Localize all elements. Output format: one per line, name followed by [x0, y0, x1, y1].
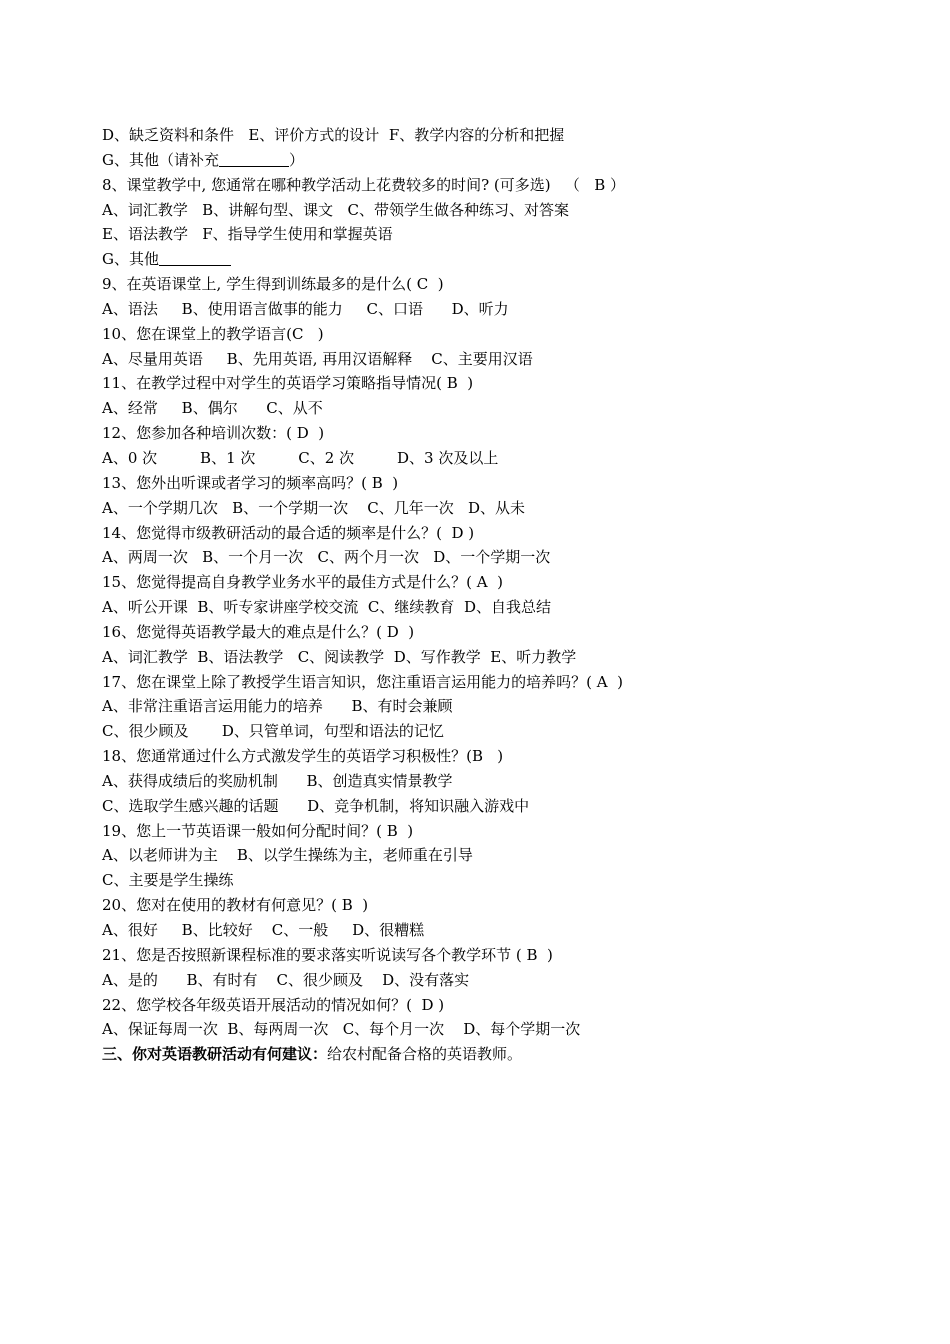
text-segment: G、其他 — [102, 250, 159, 269]
question-line: 14、您觉得市级教研活动的最合适的频率是什么？( D ) — [102, 523, 475, 542]
section-answer: 给农村配备合格的英语教师。 — [327, 1045, 523, 1064]
question-line: 20、您对在使用的教材有何意见？( B ) — [102, 896, 369, 915]
option-line: A、词汇教学 B、语法教学 C、阅读教学 D、写作教学 E、听力教学 — [102, 647, 577, 666]
question-line: 16、您觉得英语教学最大的难点是什么？( D ) — [102, 622, 415, 641]
option-line: A、获得成绩后的奖励机制 B、创造真实情景教学 — [102, 771, 453, 790]
question-line: 10、您在课堂上的教学语言(C ) — [102, 324, 324, 343]
question-line: 22、您学校各年级英语开展活动的情况如何？( D ) — [102, 995, 445, 1014]
text-segment: ） — [288, 150, 304, 169]
fill-blank[interactable] — [159, 250, 231, 266]
fill-blank[interactable] — [219, 151, 289, 167]
question-line: 19、您上一节英语课一般如何分配时间？( B ) — [102, 821, 414, 840]
option-line: A、很好 B、比较好 C、一般 D、很糟糕 — [102, 921, 425, 939]
question-line: 21、您是否按照新课程标准的要求落实听说读写各个教学环节 ( B ) — [102, 945, 553, 964]
text-line: D、缺乏资料和条件 E、评价方式的设计 F、教学内容的分析和把握 — [102, 126, 565, 144]
option-line: A、是的 B、有时有 C、很少顾及 D、没有落实 — [102, 970, 470, 989]
question-line: 18、您通常通过什么方式激发学生的英语学习积极性？(B ) — [102, 747, 504, 766]
question-line: 11、在教学过程中对学生的英语学习策略指导情况( B ) — [102, 374, 474, 393]
text-line-with-blank — [102, 148, 862, 173]
option-line: A、0 次 B、1 次 C、2 次 D、3 次及以上 — [102, 448, 499, 467]
option-line: C、很少顾及 D、只管单词，句型和语法的记忆 — [102, 722, 444, 741]
question-line: 15、您觉得提高自身教学业务水平的最佳方式是什么？( A ) — [102, 573, 503, 592]
option-line: A、语法 B、使用语言做事的能力 C、口语 D、听力 — [102, 299, 509, 318]
question-line: 13、您外出听课或者学习的频率高吗？( B ) — [102, 473, 399, 492]
option-line: A、尽量用英语 B、先用英语, 再用汉语解释 C、主要用汉语 — [102, 349, 533, 368]
option-line: C、选取学生感兴趣的话题 D、竞争机制，将知识融入游戏中 — [102, 796, 530, 815]
option-line: A、经常 B、偶尔 C、从不 — [102, 399, 323, 418]
option-line: A、保证每周一次 B、每两周一次 C、每个月一次 D、每个学期一次 — [102, 1020, 581, 1039]
option-line: A、两周一次 B、一个月一次 C、两个月一次 D、一个学期一次 — [102, 548, 551, 567]
option-line-with-blank — [102, 247, 862, 272]
option-line: A、一个学期几次 B、一个学期一次 C、几年一次 D、从未 — [102, 498, 526, 517]
option-line: A、以老师讲为主 B、以学生操练为主，老师重在引导 — [102, 846, 473, 865]
question-line: 8、课堂教学中, 您通常在哪种教学活动上花费较多的时间? (可多选) （ B ） — [102, 175, 625, 194]
question-line: 12、您参加各种培训次数：( D ) — [102, 424, 325, 443]
section-heading-line — [102, 1042, 862, 1067]
question-line: 17、您在课堂上除了教授学生语言知识，您注重语言运用能力的培养吗？( A ) — [102, 672, 623, 691]
text-segment: G、其他（请补充 — [102, 150, 219, 169]
document-body — [102, 123, 862, 1067]
option-line: A、非常注重语言运用能力的培养 B、有时会兼顾 — [102, 697, 453, 716]
section-heading: 三、你对英语教研活动有何建议： — [102, 1045, 328, 1064]
option-line: A、词汇教学 B、讲解句型、课文 C、带领学生做各种练习、对答案 — [102, 200, 569, 219]
option-line: E、语法教学 F、指导学生使用和掌握英语 — [102, 225, 393, 244]
option-line: A、听公开课 B、听专家讲座学校交流 C、继续教育 D、自我总结 — [102, 598, 551, 617]
option-line: C、主要是学生操练 — [102, 871, 234, 890]
question-line: 9、在英语课堂上, 学生得到训练最多的是什么( C ) — [102, 275, 444, 294]
